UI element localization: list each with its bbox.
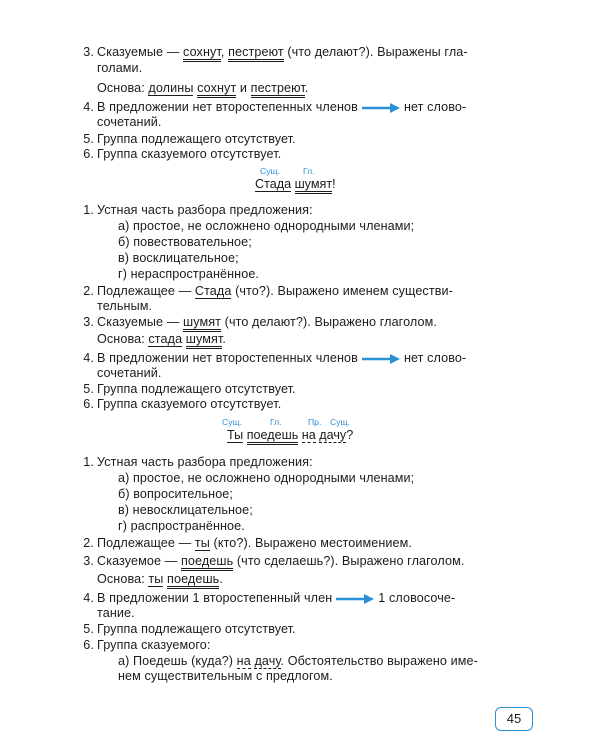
item-1: 1. Устная часть разбора предложения:: [83, 203, 313, 217]
arrow-icon: [362, 103, 400, 113]
item-3-cont: голами.: [97, 61, 143, 75]
osnova-line: Основа: стада шумят.: [97, 331, 226, 347]
sub-item-b: б) повествовательное;: [118, 235, 252, 249]
example-sentence: Ты поедешь на дачу?: [227, 427, 353, 443]
sub-item-g: г) нераспространённое.: [118, 267, 260, 281]
osnova-line: Основа: ты поедешь.: [97, 571, 223, 587]
item-5: 5. Группа подлежащего отсутствует.: [83, 132, 296, 146]
arrow-icon: [336, 594, 374, 604]
sub-item-a: а) простое, не осложнено однородными членами;: [118, 219, 415, 233]
pos-label-noun: Сущ.: [222, 417, 242, 427]
item-4: 4. В предложении 1 второстепенный член 1 словосоче-: [83, 591, 456, 605]
pos-label-noun: Сущ.: [330, 417, 350, 427]
item-5: 5. Группа подлежащего отсутствует.: [83, 622, 296, 636]
item-4: 4. В предложении нет второстепенных членов нет слово-: [83, 351, 467, 365]
item-6: 6. Группа сказуемого:: [83, 638, 211, 652]
item-3: 3. Сказуемое — поедешь (что сделаешь?). Выражено глаголом.: [97, 553, 464, 569]
item-2: 2. Подлежащее — Стада (что?). Выражено именем существи-: [83, 284, 453, 298]
item-4-cont: тание.: [97, 606, 135, 620]
pos-label-verb: Гл.: [270, 417, 282, 427]
item-3: 3. Сказуемые — шумят (что делают?). Выражено глаголом.: [97, 314, 437, 330]
item-3: 3. Сказуемые — сохнут, пестреют (что делают?). Выражены гла-: [97, 44, 468, 60]
item-2-cont: тельным.: [97, 299, 153, 313]
item-4-cont: сочетаний.: [97, 115, 162, 129]
sub-item-v: в) невосклицательное;: [118, 503, 253, 517]
arrow-icon: [362, 354, 400, 364]
pos-label-verb: Гл.: [303, 166, 315, 176]
pos-label-noun: Сущ.: [260, 166, 280, 176]
item-6: 6. Группа сказуемого отсутствует.: [83, 147, 282, 161]
sub-item-v: в) восклицательное;: [118, 251, 239, 265]
example-sentence: Стада шумят!: [255, 176, 336, 192]
item-4: 4. В предложении нет второстепенных членов нет слово-: [83, 100, 467, 114]
sub-item-a: а) простое, не осложнено однородными членами;: [118, 471, 415, 485]
osnova-line: Основа: долины сохнут и пестреют.: [97, 80, 309, 96]
sub-item-a: а) Поедешь (куда?) на дачу. Обстоятельство выражено име-: [118, 654, 478, 668]
page-number: 45: [495, 707, 533, 731]
sub-item-g: г) распространённое.: [118, 519, 245, 533]
sub-item-b: б) вопросительное;: [118, 487, 234, 501]
item-4-cont: сочетаний.: [97, 366, 162, 380]
pos-label-prep: Пр.: [308, 417, 322, 427]
item-5: 5. Группа подлежащего отсутствует.: [83, 382, 296, 396]
item-1: 1. Устная часть разбора предложения:: [83, 455, 313, 469]
item-2: 2. Подлежащее — ты (кто?). Выражено местоимением.: [83, 536, 412, 550]
item-6: 6. Группа сказуемого отсутствует.: [83, 397, 282, 411]
sub-item-a-cont: нем существительным с предлогом.: [118, 669, 333, 683]
